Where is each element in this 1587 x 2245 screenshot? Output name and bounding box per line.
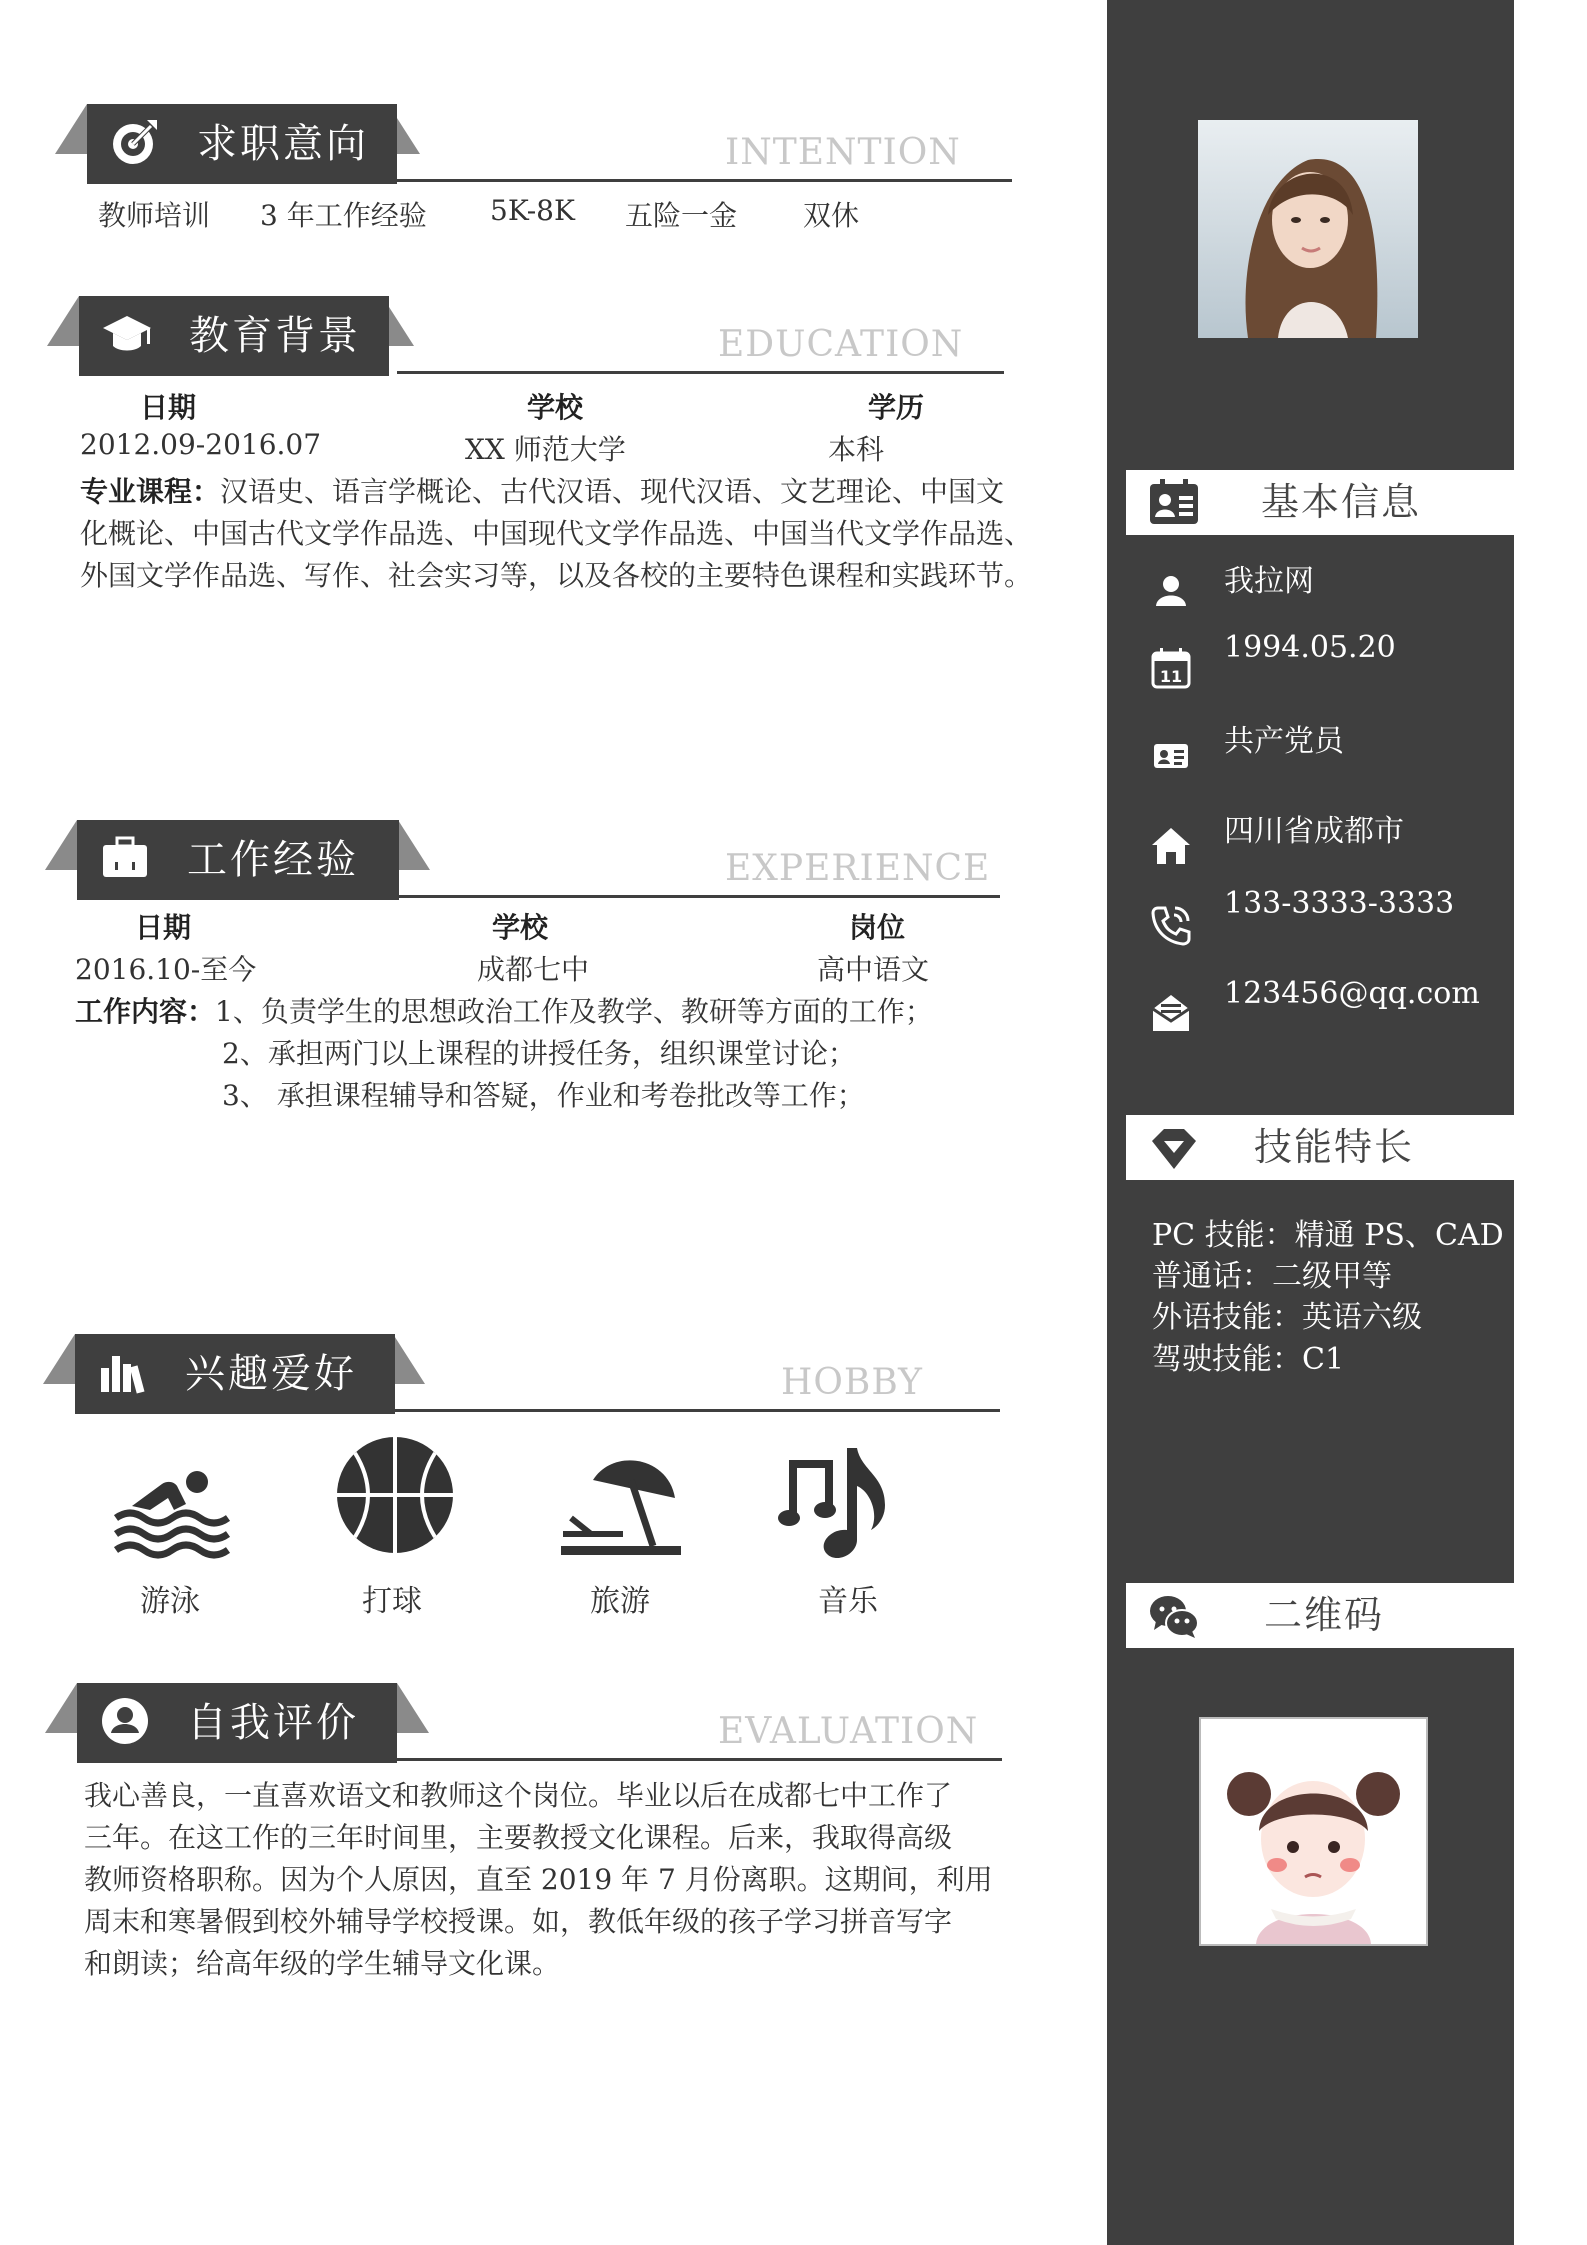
skills-title: 技能特长	[1254, 1125, 1415, 1169]
skill-line: 外语技能：英语六级	[1152, 1300, 1422, 1335]
politics-value: 共产党员	[1224, 724, 1344, 759]
work-content-line: 工作内容：1、负责学生的思想政治工作及教学、教研等方面的工作；	[75, 995, 933, 1028]
svg-text:11: 11	[1159, 667, 1183, 686]
education-title: 教育背景	[189, 313, 361, 359]
person-icon	[1148, 568, 1194, 614]
divider	[397, 371, 1004, 374]
qrcode-image	[1199, 1717, 1428, 1946]
evaluation-line: 周末和寒暑假到校外辅导学校授课。如，教低年级的孩子学习拼音写字	[84, 1905, 953, 1938]
home-icon	[1148, 822, 1194, 868]
hobby-label: 旅游	[590, 1584, 650, 1619]
profile-photo	[1198, 120, 1418, 338]
experience-header-date: 日期	[135, 911, 192, 944]
education-header-school: 学校	[527, 391, 584, 424]
evaluation-title: 自我评价	[187, 1700, 359, 1746]
education-school: XX 师范大学	[465, 433, 626, 466]
divider	[397, 895, 1000, 898]
qrcode-title: 二维码	[1264, 1593, 1385, 1637]
experience-title: 工作经验	[187, 837, 359, 883]
briefcase-icon	[99, 832, 151, 884]
birthday-value: 1994.05.20	[1224, 630, 1396, 665]
courses-line: 专业课程：汉语史、语言学概论、古代汉语、现代汉语、文艺理论、中国文	[80, 475, 1005, 508]
target-icon	[109, 116, 161, 168]
hobby-english: HOBBY	[781, 1362, 923, 1403]
skill-line: PC 技能：精通 PS、CAD	[1152, 1218, 1504, 1253]
intention-item: 5K-8K	[490, 194, 575, 227]
evaluation-line: 三年。在这工作的三年时间里，主要教授文化课程。后来，我取得高级	[84, 1821, 953, 1854]
education-header-degree: 学历	[868, 391, 925, 424]
intention-title: 求职意向	[197, 121, 369, 167]
evaluation-english: EVALUATION	[718, 1711, 979, 1752]
evaluation-line: 和朗读；给高年级的学生辅导文化课。	[84, 1947, 561, 1980]
diamond-icon	[1148, 1123, 1200, 1173]
work-content-label: 工作内容：	[75, 995, 216, 1028]
qrcode-header	[1126, 1583, 1514, 1648]
phone-value: 133-3333-3333	[1224, 886, 1455, 921]
experience-header	[45, 820, 1005, 900]
experience-header-school: 学校	[492, 911, 549, 944]
education-header	[47, 296, 1007, 376]
graduation-cap-icon	[101, 308, 153, 360]
swimming-icon	[102, 1440, 242, 1580]
education-degree: 本科	[828, 433, 885, 466]
intention-english: INTENTION	[725, 132, 961, 173]
experience-position: 高中语文	[817, 953, 930, 986]
hobby-label: 音乐	[818, 1584, 878, 1619]
evaluation-line: 我心善良，一直喜欢语文和教师这个岗位。毕业以后在成都七中工作了	[84, 1779, 953, 1812]
basic-info-title: 基本信息	[1261, 480, 1422, 524]
intention-item: 五险一金	[625, 199, 738, 232]
divider	[393, 1409, 1000, 1412]
skill-line: 普通话：二级甲等	[1152, 1259, 1392, 1294]
hobby-header	[43, 1334, 1003, 1414]
intention-item: 双休	[803, 199, 860, 232]
education-header-date: 日期	[140, 391, 197, 424]
user-circle-icon	[99, 1695, 151, 1747]
email-value: 123456@qq.com	[1224, 976, 1480, 1011]
calendar-icon	[1148, 645, 1194, 691]
name-value: 我拉网	[1224, 564, 1314, 599]
education-english: EDUCATION	[718, 324, 964, 365]
mail-icon	[1148, 990, 1194, 1036]
basketball-icon	[325, 1425, 465, 1565]
courses-line: 化概论、中国古代文学作品选、中国现代文学作品选、中国当代文学作品选、	[80, 517, 1033, 550]
evaluation-header	[45, 1683, 1005, 1763]
divider	[397, 179, 1012, 182]
hobby-title: 兴趣爱好	[185, 1351, 357, 1397]
phone-icon	[1148, 902, 1194, 948]
work-content-line: 3、 承担课程辅导和答疑，作业和考卷批改等工作；	[222, 1079, 865, 1112]
skill-line: 驾驶技能：C1	[1152, 1342, 1345, 1377]
music-note-icon	[775, 1430, 915, 1570]
hobby-label: 打球	[362, 1584, 422, 1619]
experience-date: 2016.10-至今	[75, 953, 257, 986]
id-card-icon	[1148, 733, 1194, 779]
education-date: 2012.09-2016.07	[80, 428, 322, 461]
work-content-line: 2、承担两门以上课程的讲授任务，组织课堂讨论；	[222, 1037, 856, 1070]
divider	[397, 1758, 1002, 1761]
intention-header	[55, 104, 1015, 184]
intention-item: 教师培训	[98, 199, 211, 232]
contact-card-icon	[1148, 478, 1200, 528]
books-icon	[97, 1346, 149, 1398]
experience-english: EXPERIENCE	[725, 848, 991, 889]
courses-label: 专业课程：	[80, 475, 221, 508]
hobby-label: 游泳	[140, 1584, 200, 1619]
location-value: 四川省成都市	[1224, 814, 1404, 849]
skills-header	[1126, 1115, 1514, 1180]
courses-line: 外国文学作品选、写作、社会实习等，以及各校的主要特色课程和实践环节。	[80, 559, 1033, 592]
experience-school: 成都七中	[477, 953, 590, 986]
beach-umbrella-icon	[553, 1436, 693, 1576]
wechat-icon	[1148, 1591, 1200, 1641]
basic-info-header	[1126, 470, 1514, 535]
experience-header-position: 岗位	[849, 911, 906, 944]
evaluation-line: 教师资格职称。因为个人原因，直至 2019 年 7 月份离职。这期间，利用	[84, 1863, 993, 1896]
intention-item: 3 年工作经验	[260, 199, 427, 232]
